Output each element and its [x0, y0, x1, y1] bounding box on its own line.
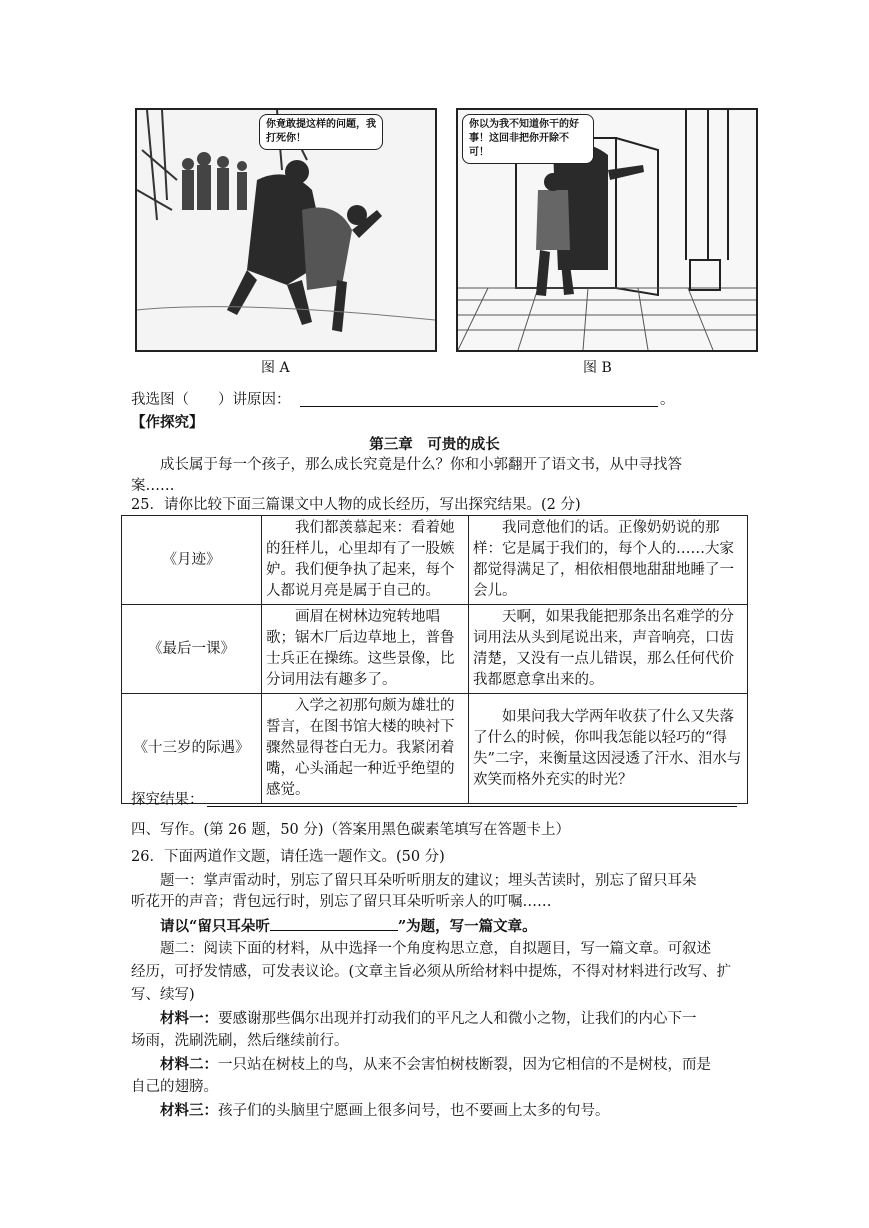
question-25: 25．请你比较下面三篇课文中人物的成长经历，写出探究结果。(2 分)	[131, 497, 581, 513]
topic1-prompt-after: ”为题，写一篇文章。	[397, 918, 537, 935]
speech-bubble-b-text: 你以为我不知道你干的好事！这回非把你开除不可！	[469, 119, 579, 158]
caption-figure-b: 图 B	[583, 360, 612, 376]
table-cell-after: 我同意他们的话。正像奶奶说的那样：它是属于我们的，每个人的……大家都觉得满足了，相依相偎地甜甜地睡了一会儿。	[469, 516, 748, 605]
material-1-line-1	[160, 1008, 697, 1030]
table-cell-before: 画眉在树林边宛转地唱歌；锯木厂后边草地上，普鲁士兵正在操练。这些景像，比分词用法有趣多了。	[262, 605, 469, 694]
material-2-text-1: 一只站在树枝上的鸟，从来不会害怕树枝断裂，因为它相信的不是树枝，而是	[218, 1057, 711, 1073]
speech-bubble-b	[462, 114, 594, 164]
table-cell-after: 如果问我大学两年收获了什么又失落了什么的时候，你叫我怎能以轻巧的“得失”二字，来衡量这因浸透了汗水、泪水与欢笑而格外充实的时光？	[469, 694, 748, 804]
speech-bubble-a	[259, 114, 383, 150]
material-1-label: 材料一：	[160, 1010, 218, 1027]
material-2-line-1	[160, 1054, 711, 1076]
section-explore: 【作探究】	[131, 414, 204, 431]
table-cell-before: 入学之初那句颇为雄壮的誓言，在图书馆大楼的映衬下骤然显得苍白无力。我紧闭着嘴，心头涌起一种近乎绝望的感觉。	[262, 694, 469, 804]
material-3-text-1: 孩子们的头脑里宁愿画上很多问号，也不要画上太多的句号。	[218, 1103, 610, 1119]
topic2-line-3: 写、续写)	[131, 987, 195, 1003]
answer-line-result[interactable]	[207, 806, 737, 807]
intro-line-2: 案……	[131, 478, 175, 494]
material-2-line-2: 自己的翅膀。	[131, 1079, 218, 1095]
material-1-text-1: 要感谢那些偶尔出现并打动我们的平凡之人和微小之物，让我们的内心下一	[218, 1011, 697, 1027]
topic1-line-2: 听花开的声音；背包远行时，别忘了留只耳朵听听亲人的叮嘱……	[131, 894, 552, 910]
speech-bubble-a-text: 你竟敢提这样的问题，我打死你！	[266, 119, 376, 144]
material-2-label: 材料二：	[160, 1056, 218, 1073]
result-label: 探究结果：	[131, 792, 204, 808]
chapter-title: 第三章 可贵的成长	[369, 436, 500, 453]
table-cell-after: 天啊，如果我能把那条出名难学的分词用法从头到尾说出来，声音响亮，口齿清楚，又没有一点儿错误，那么任何代价我都愿意拿出来的。	[469, 605, 748, 694]
intro-line-1: 成长属于每一个孩子，那么成长究竟是什么？你和小郭翻开了语文书，从中寻找答	[160, 457, 682, 473]
comparison-table	[121, 515, 748, 804]
choose-line-end: 。	[660, 392, 675, 408]
comic-panel-b	[456, 108, 758, 352]
comic-panel-a	[135, 108, 437, 352]
table-cell-before: 我们都羡慕起来：看着她的狂样儿，心里却有了一股嫉妒。我们便争执了起来，每个人都说月亮是属于自己的。	[262, 516, 469, 605]
table-cell-title: 《最后一课》	[122, 605, 262, 694]
topic1-line-1: 题一：掌声雷动时，别忘了留只耳朵听听朋友的建议；埋头苦读时，别忘了留只耳朵	[160, 873, 697, 889]
writing-heading: 四、写作。(第 26 题，50 分)（答案用黑色碳素笔填写在答题卡上）	[131, 822, 571, 838]
choose-figure-prompt: 我选图（ ）讲原因：	[131, 392, 291, 408]
topic1-prompt-before: 请以“留只耳朵听	[160, 918, 270, 935]
table-cell-title: 《月迹》	[122, 516, 262, 605]
table-row	[122, 605, 748, 694]
caption-figure-a: 图 A	[261, 360, 290, 376]
topic2-line-1: 题二：阅读下面的材料，从中选择一个角度构思立意，自拟题目，写一篇文章。可叙述	[160, 941, 711, 957]
topic2-line-2: 经历，可抒发情感，可发表议论。(文章主旨必须从所给材料中提炼，不得对材料进行改写、扩	[131, 964, 732, 980]
material-3-label: 材料三：	[160, 1102, 218, 1119]
table-row	[122, 694, 748, 804]
answer-line-reason[interactable]	[300, 406, 658, 407]
topic1-prompt	[160, 916, 537, 937]
table-cell-title: 《十三岁的际遇》	[122, 694, 262, 804]
material-3-line-1	[160, 1100, 610, 1122]
table-row	[122, 516, 748, 605]
topic1-blank[interactable]	[270, 916, 398, 931]
material-1-line-2: 场雨，洗刷洗刷，然后继续前行。	[131, 1033, 349, 1049]
question-26: 26．下面两道作文题，请任选一题作文。(50 分)	[131, 849, 445, 865]
